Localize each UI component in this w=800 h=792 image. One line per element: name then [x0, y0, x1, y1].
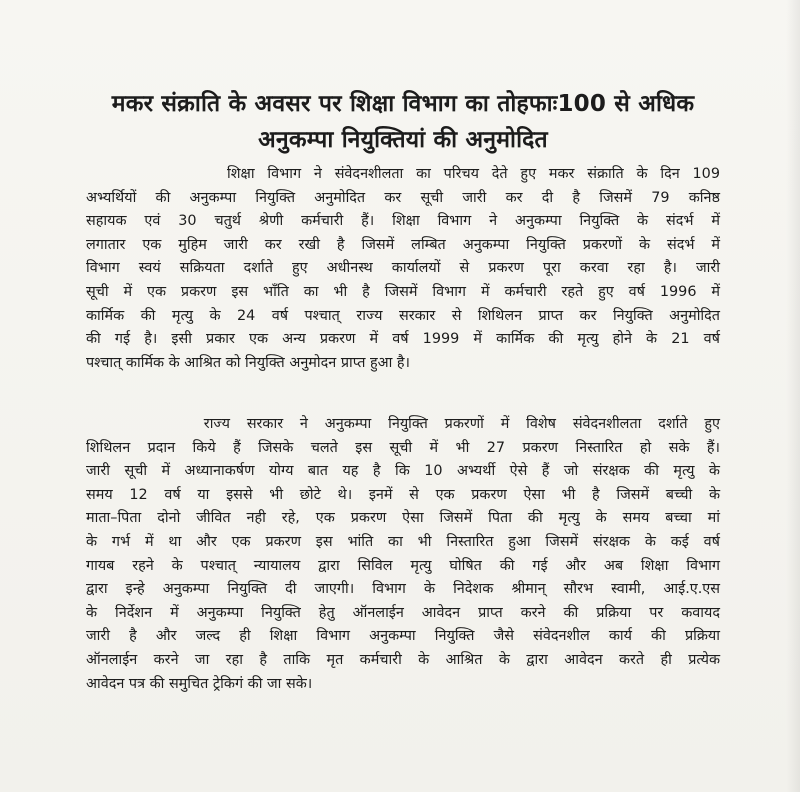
- text-line: ऑनलाईन करने जा रहा है ताकि मृत कर्मचारी के आश्रित के द्वारा आवेदन करते ही प्रत्येक: [86, 651, 720, 668]
- text-line: विभाग स्वयं सक्रियता दर्शाते हुए अधीनस्थ कार्यालयों से प्रकरण पूरा करवा रहा है। जारी: [86, 260, 720, 277]
- document-title: [78, 86, 728, 158]
- page-edge-shadow: [786, 0, 800, 792]
- title-line: अनुकम्पा नियुक्तियां की अनुमोदित: [258, 127, 548, 153]
- text-line: की गई है। इसी प्रकार एक अन्य प्रकरण में वर्ष 1999 में कार्मिक की मृत्यु होने के 21 वर्ष: [86, 331, 720, 348]
- paragraph-2: [86, 413, 720, 696]
- text-line: आवेदन पत्र की समुचित ट्रेकिगं की जा सके।: [86, 675, 313, 692]
- text-line: द्वारा इन्हे अनुकम्पा नियुक्ति दी जाएगी। विभाग के निदेशक श्रीमान् सौरभ स्वामी, आई.ए.एस: [86, 581, 720, 598]
- text-line: शिथिलन प्रदान किये हैं जिसके चलते इस सूची में भी 27 प्रकरण निस्तारित हो सके हैं।: [86, 439, 720, 456]
- text-line: जारी है और जल्द ही शिक्षा विभाग अनुकम्पा नियुक्ति जैसे संवेदनशील कार्य की प्रक्रिया: [86, 628, 720, 645]
- text-line: सहायक एवं 30 चतुर्थ श्रेणी कर्मचारी हैं। शिक्षा विभाग ने अनुकम्पा नियुक्ति के संदर्भ में: [86, 213, 720, 230]
- paragraph-1: [86, 163, 720, 375]
- title-line: मकर संक्राति के अवसर पर शिक्षा विभाग का तोहफाः100 से अधिक: [111, 91, 695, 117]
- text-line: पश्चात् कार्मिक के आश्रित को नियुक्ति अनुमोदन प्राप्त हुआ है।: [86, 354, 410, 371]
- text-line: अभ्यर्थियों की अनुकम्पा नियुक्ति अनुमोदित कर सूची जारी कर दी है जिसमें 79 कनिष्ठ: [86, 189, 720, 206]
- text-line: लगातार एक मुहिम जारी कर रखी है जिसमें लम्बित अनुकम्पा नियुक्ति प्रकरणों के संदर्भ में: [86, 236, 720, 253]
- text-line: राज्य सरकार ने अनुकम्पा नियुक्ति प्रकरणों में विशेष संवेदनशीलता दर्शाते हुए: [86, 416, 720, 432]
- text-line: सूची में एक प्रकरण इस भाँति का भी है जिसमें विभाग में कर्मचारी रहते हुए वर्ष 1996 में: [86, 283, 720, 300]
- text-line: के गर्भ में था और एक प्रकरण इस भांति का भी निस्तारित हुआ जिसमें संरक्षक के कई वर्ष: [86, 533, 720, 550]
- text-line: गायब रहने के पश्चात् न्यायालय द्वारा सिविल मृत्यु घोषित की गई और अब शिक्षा विभाग: [86, 557, 720, 574]
- text-line: कार्मिक की मृत्यु के 24 वर्ष पश्चात् राज्य सरकार से शिथिलन प्राप्त कर नियुक्ति अनुमोदित: [86, 307, 720, 324]
- text-line: समय 12 वर्ष या इससे भी छोटे थे। इनमें से एक प्रकरण ऐसा भी है जिसमें बच्ची के: [86, 486, 720, 503]
- text-line: जारी सूची में अध्यानाकर्षण योग्य बात यह है कि 10 अभ्यर्थी ऐसे हैं जो संरक्षक की मृत्यु के: [86, 463, 720, 480]
- text-line: माता–पिता दोनो जीवित नही रहे, एक प्रकरण ऐसा जिसमें पिता की मृत्यु के समय बच्चा मां: [86, 510, 720, 527]
- text-line: के निर्देशन में अनुकम्पा नियुक्ति हेतु ऑनलाईन आवेदन प्राप्त करने की प्रक्रिया पर कवायद: [86, 604, 720, 621]
- text-line: शिक्षा विभाग ने संवेदनशीलता का परिचय देते हुए मकर संक्राति के दिन 109: [86, 166, 720, 182]
